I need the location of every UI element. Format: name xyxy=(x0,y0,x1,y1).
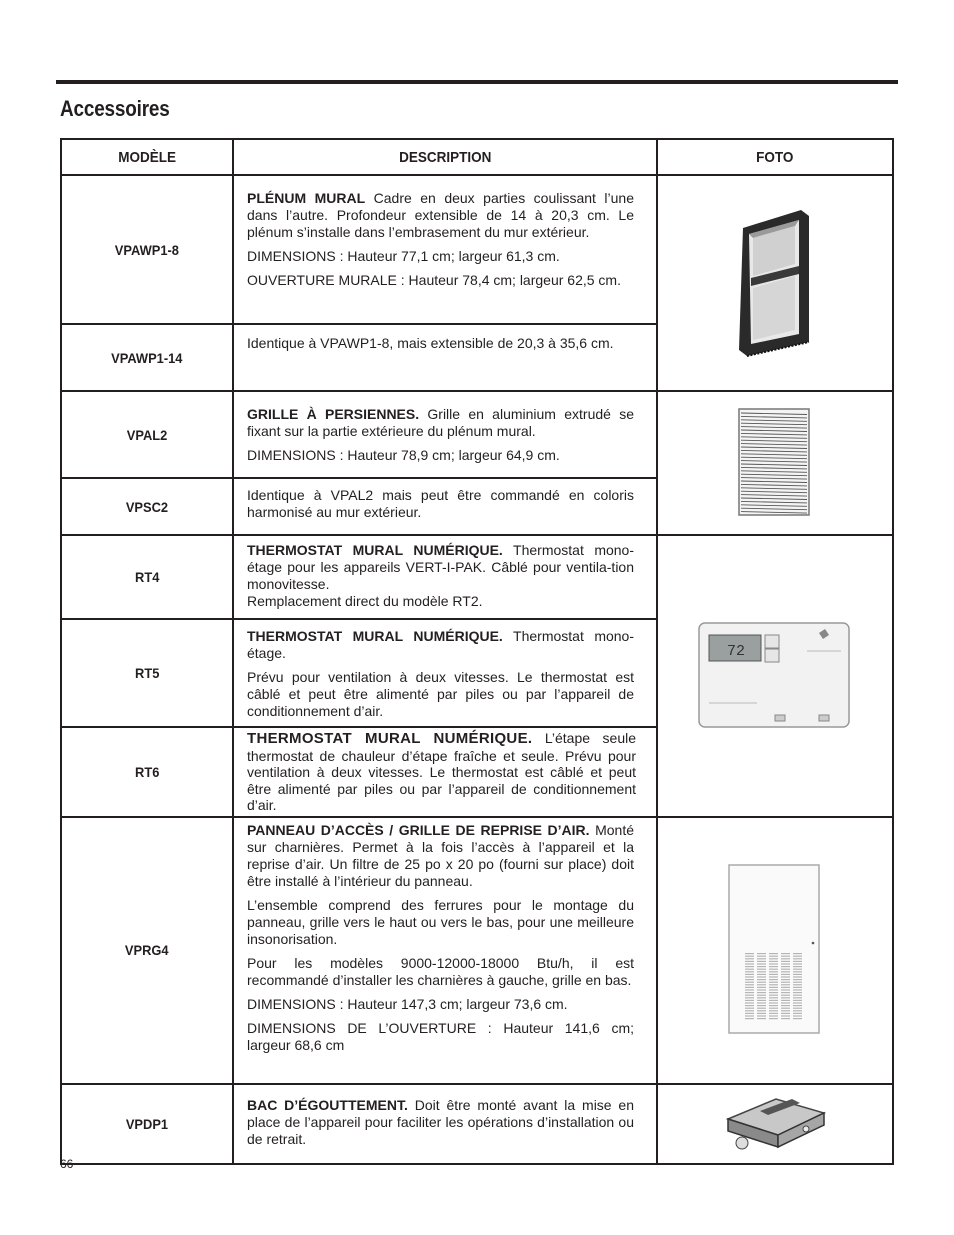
page-number: 66 xyxy=(60,1157,74,1171)
photo-cell xyxy=(657,391,893,535)
table-row xyxy=(61,817,893,1084)
grille-slot xyxy=(781,995,790,996)
grille-slot xyxy=(745,961,754,962)
grille-slot xyxy=(781,963,790,964)
grille-slot xyxy=(769,982,778,983)
grille-slot xyxy=(769,1002,778,1003)
grille-slot xyxy=(781,987,790,988)
grille-slot xyxy=(769,971,778,972)
grille-slot xyxy=(793,976,802,977)
grille-slot xyxy=(757,984,766,985)
grille-slot xyxy=(745,974,754,975)
grille-slot xyxy=(745,997,754,998)
grille-slot xyxy=(769,992,778,993)
accessories-table xyxy=(60,138,894,1165)
grille-slot xyxy=(769,963,778,964)
grille-slot xyxy=(757,997,766,998)
thermostat-display-text: 72 xyxy=(727,642,746,660)
grille-slot xyxy=(769,989,778,990)
description-cell: THERMOSTAT MURAL NUMÉRIQUE. L’étape seule thermostat de chauleur d’étape fraîche et seule. Prévu pour ventilation à deux vitesses. Le thermostat est câblé et peut être alimenté par piles ou par l’appareil de conditionnement d’air. xyxy=(233,727,657,817)
wall-plenum-image xyxy=(735,208,815,358)
grille-slot xyxy=(793,984,802,985)
photo-cell xyxy=(657,1084,893,1164)
drain-pan-image xyxy=(720,1091,830,1157)
grille-slot xyxy=(781,1008,790,1009)
grille-slot xyxy=(769,995,778,996)
grille-slot xyxy=(757,958,766,959)
grille-slot xyxy=(781,1000,790,1001)
header-row xyxy=(61,139,893,175)
grille-slot xyxy=(745,1005,754,1006)
grille-slot xyxy=(769,979,778,980)
access-panel-image xyxy=(727,863,823,1037)
model-cell: VPSC2 xyxy=(61,478,233,535)
grille-slot xyxy=(781,974,790,975)
grille-slot xyxy=(757,979,766,980)
grille-slot xyxy=(745,963,754,964)
header-model: MODÈLE xyxy=(61,139,233,175)
grille-slot xyxy=(793,966,802,967)
grille-slot xyxy=(757,1015,766,1016)
grille-slot xyxy=(793,982,802,983)
grille-slot xyxy=(793,953,802,954)
grille-slot xyxy=(745,984,754,985)
grille-slot xyxy=(757,982,766,983)
table-row xyxy=(61,1084,893,1164)
top-rule xyxy=(56,80,898,84)
grille-slot xyxy=(793,958,802,959)
description-cell: BAC D’ÉGOUTTEMENT. Doit être monté avant la mise en place de l’appareil pour faciliter les opérations d’installation ou de retrait. xyxy=(233,1084,657,1164)
grille-slot xyxy=(757,966,766,967)
grille-slot xyxy=(793,969,802,970)
grille-slot xyxy=(793,1002,802,1003)
grille-slot xyxy=(793,979,802,980)
grille-slot xyxy=(793,963,802,964)
description-cell: THERMOSTAT MURAL NUMÉRIQUE. Thermostat mono-étage. Prévu pour ventilation à deux vitesses. Le thermostat est câblé et peut être alimenté par piles ou par l’appareil de conditionnement d’air. xyxy=(233,619,657,727)
grille-slot xyxy=(781,997,790,998)
grille-slot xyxy=(757,963,766,964)
grille-slot xyxy=(769,1008,778,1009)
grille-slot xyxy=(793,987,802,988)
grille-slot xyxy=(793,992,802,993)
grille-slot xyxy=(769,974,778,975)
grille-slot xyxy=(745,992,754,993)
page-title: Accessoires xyxy=(60,96,170,121)
grille-slot xyxy=(757,1013,766,1014)
grille-slot xyxy=(769,1013,778,1014)
grille-slot xyxy=(781,969,790,970)
grille-slot xyxy=(745,979,754,980)
grille-slot xyxy=(769,961,778,962)
grille-slot xyxy=(781,1018,790,1019)
grille-slot xyxy=(745,982,754,983)
grille-slot xyxy=(781,992,790,993)
grille-slot xyxy=(793,1005,802,1006)
grille-slot xyxy=(781,984,790,985)
description-cell: PLÉNUM MURAL Cadre en deux parties coulissant l’une dans l’autre. Profondeur extensible de 14 à 20,3 cm. Le plénum s’installe dans l’embrasement du mur extérieur. DIMENSIONS : Hauteur 77,1 cm; largeur 61,3 cm. OUVERTURE MURALE : Hauteur 78,4 cm; largeur 62,5 cm. xyxy=(233,175,657,324)
grille-slot xyxy=(757,995,766,996)
grille-slot xyxy=(781,966,790,967)
grille-slot xyxy=(757,1002,766,1003)
grille-slot xyxy=(745,1018,754,1019)
photo-cell xyxy=(657,535,893,817)
grille-slot xyxy=(757,969,766,970)
grille-slot xyxy=(781,989,790,990)
grille-slot xyxy=(745,1015,754,1016)
grille-slot xyxy=(769,953,778,954)
grille-slot xyxy=(793,1018,802,1019)
grille-slot xyxy=(769,958,778,959)
grille-slot xyxy=(793,1013,802,1014)
grille-slot xyxy=(793,997,802,998)
grille-slot xyxy=(793,974,802,975)
grille-slot xyxy=(757,971,766,972)
grille-slot xyxy=(781,956,790,957)
grille-slot xyxy=(769,1018,778,1019)
table-row xyxy=(61,391,893,478)
grille-slot xyxy=(757,992,766,993)
model-cell: VPAL2 xyxy=(61,391,233,478)
grille-slot xyxy=(757,1018,766,1019)
thermostat-image xyxy=(697,621,853,731)
model-cell: RT6 xyxy=(61,727,233,817)
header-photo: FOTO xyxy=(657,139,893,175)
grille-slot xyxy=(781,958,790,959)
grille-slot xyxy=(745,958,754,959)
grille-slot xyxy=(769,1015,778,1016)
grille-slot xyxy=(793,989,802,990)
grille-slot xyxy=(781,1002,790,1003)
grille-slot xyxy=(781,979,790,980)
table-row xyxy=(61,175,893,324)
grille-slot xyxy=(757,989,766,990)
grille-slot xyxy=(745,953,754,954)
grille-slot xyxy=(793,956,802,957)
photo-cell xyxy=(657,817,893,1084)
grille-slot xyxy=(745,1013,754,1014)
grille-slot xyxy=(793,1010,802,1011)
grille-slot xyxy=(745,956,754,957)
grille-slot xyxy=(769,1010,778,1011)
grille-slot xyxy=(781,971,790,972)
photo-cell xyxy=(657,175,893,391)
grille-slot xyxy=(781,953,790,954)
description-cell: THERMOSTAT MURAL NUMÉRIQUE. Thermostat mono-étage pour les appareils VERT-I-PAK. Câblé pour ventila-tion monovitesse. Remplacement direct du modèle RT2. xyxy=(233,535,657,619)
grille-slot xyxy=(757,956,766,957)
grille-slot xyxy=(769,976,778,977)
grille-slot xyxy=(757,1008,766,1009)
model-cell: VPAWP1-8 xyxy=(61,175,233,324)
description-cell: Identique à VPAWP1-8, mais extensible de 20,3 à 35,6 cm. xyxy=(233,324,657,391)
grille-slot xyxy=(757,1010,766,1011)
grille-slot xyxy=(745,1000,754,1001)
grille-slot xyxy=(769,1000,778,1001)
grille-slot xyxy=(757,1000,766,1001)
model-cell: VPRG4 xyxy=(61,817,233,1084)
grille-slot xyxy=(745,1002,754,1003)
grille-slot xyxy=(769,969,778,970)
grille-slot xyxy=(781,976,790,977)
grille-slot xyxy=(781,1005,790,1006)
grille-slot xyxy=(781,1015,790,1016)
grille-slot xyxy=(757,953,766,954)
grille-slot xyxy=(793,995,802,996)
grille-slot xyxy=(781,1010,790,1011)
grille-slot xyxy=(793,1008,802,1009)
description-cell: Identique à VPAL2 mais peut être commandé en coloris harmonisé au mur extérieur. xyxy=(233,478,657,535)
grille-slot xyxy=(793,1015,802,1016)
grille-slot xyxy=(757,987,766,988)
model-cell: RT5 xyxy=(61,619,233,727)
grille-slot xyxy=(757,976,766,977)
model-cell: RT4 xyxy=(61,535,233,619)
grille-slot xyxy=(781,1013,790,1014)
grille-slot xyxy=(769,956,778,957)
grille-slot xyxy=(745,1008,754,1009)
description-cell: GRILLE À PERSIENNES. Grille en aluminium extrudé se fixant sur la partie extérieure du plénum mural. DIMENSIONS : Hauteur 78,9 cm; largeur 64,9 cm. xyxy=(233,391,657,478)
grille-slot xyxy=(757,961,766,962)
grille-slot xyxy=(757,1005,766,1006)
grille-slot xyxy=(769,984,778,985)
grille-slot xyxy=(745,971,754,972)
grille-slot xyxy=(745,995,754,996)
grille-slot xyxy=(745,969,754,970)
grille-slot xyxy=(745,966,754,967)
grille-slot xyxy=(781,961,790,962)
grille-slot xyxy=(769,1005,778,1006)
model-cell: VPAWP1-14 xyxy=(61,324,233,391)
table-row xyxy=(61,535,893,619)
grille-slot xyxy=(745,1010,754,1011)
grille-slot xyxy=(793,1000,802,1001)
grille-slot xyxy=(757,974,766,975)
model-cell: VPDP1 xyxy=(61,1084,233,1164)
grille-slot xyxy=(769,997,778,998)
description-cell: PANNEAU D’ACCÈS / GRILLE DE REPRISE D’AIR. Monté sur charnières. Permet à la fois l’accès à l’appareil et la reprise d’air. Un filtre de 25 po x 20 po (fourni sur place) doit être installé à l’intérieur du panneau. L’ensemble comprend des ferrures pour le montage du panneau, grille vers le haut ou vers le bas, pour une meilleure insonorisation. Pour les modèles 9000-12000-18000 Btu/h, il est recommandé d’installer les charnières à gauche, grille en bas. DIMENSIONS : Hauteur 147,3 cm; largeur 73,6 cm. DIMENSIONS DE L’OUVERTURE : Hauteur 141,6 cm; largeur 68,6 cm xyxy=(233,817,657,1084)
grille-slot xyxy=(793,961,802,962)
grille-slot xyxy=(745,976,754,977)
louver-grille-image xyxy=(737,407,813,519)
grille-slot xyxy=(781,982,790,983)
grille-slot xyxy=(793,971,802,972)
header-description: DESCRIPTION xyxy=(233,139,657,175)
grille-slot xyxy=(769,966,778,967)
grille-slot xyxy=(769,987,778,988)
grille-slot xyxy=(745,989,754,990)
grille-slot xyxy=(745,987,754,988)
